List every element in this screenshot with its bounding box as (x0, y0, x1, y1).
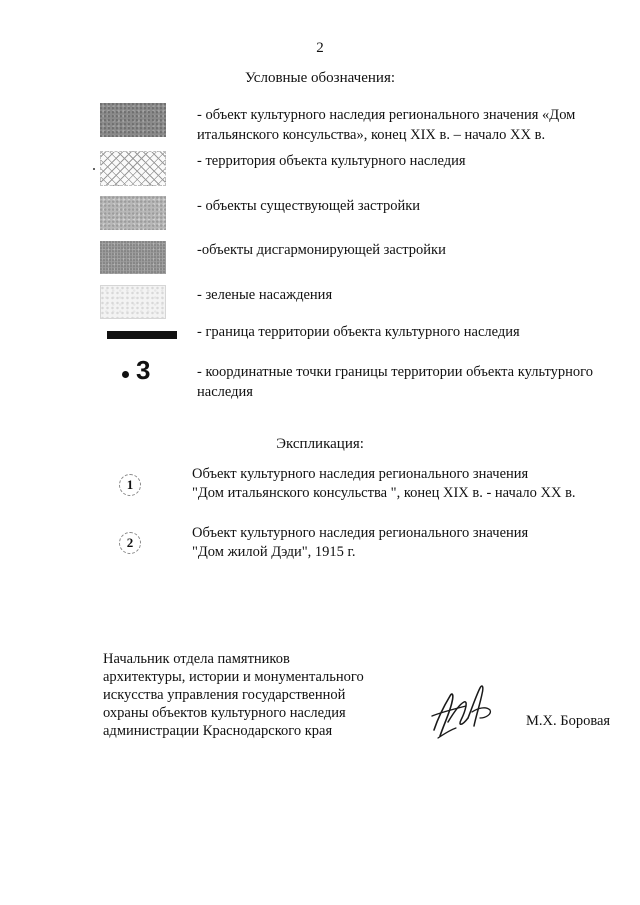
explication-line: Объект культурного наследия регионального значения (192, 466, 529, 482)
explication-marker: 1 (119, 474, 141, 496)
position-line: Начальник отдела памятников (103, 651, 290, 667)
coordinate-dot-icon (122, 371, 129, 378)
disharmonious-buildings-swatch (100, 241, 166, 274)
explication-item (192, 465, 612, 503)
legend-heading: Условные обозначения: (244, 70, 396, 86)
existing-buildings-swatch (100, 196, 166, 230)
explication-line: Объект культурного наследия регионального значения (192, 525, 529, 541)
handwritten-signature (428, 682, 498, 744)
explication-heading: Экспликация: (276, 436, 364, 452)
legend-label: - объекты существующей застройки (197, 198, 421, 214)
page-number: 2 (316, 40, 324, 56)
legend-label: -объекты дисгармонирующей застройки (197, 242, 446, 258)
signatory-position (103, 650, 403, 740)
regional-object-swatch (100, 103, 166, 137)
legend-label: - территория объекта культурного наследия (197, 153, 466, 169)
explication-line: "Дом итальянского консульства ", конец XIX в. - начало XX в. (192, 485, 576, 501)
legend-label: - зеленые насаждения (197, 287, 333, 303)
signatory-name: М.Х. Боровая (526, 713, 611, 729)
explication-item (192, 524, 612, 562)
position-line: архитектуры, истории и монументального (103, 669, 364, 685)
legend-label: - граница территории объекта культурного наследия (197, 324, 520, 340)
coordinate-point-number: 3 (136, 355, 151, 385)
heritage-territory-swatch (100, 151, 166, 186)
coordinate-point-symbol (122, 356, 166, 386)
stray-mark (93, 168, 95, 170)
position-line: администрации Краснодарского края (103, 723, 333, 739)
legend-label: - объект культурного наследия регионального значения «Дом итальянского консульства», конец XIX в. – начало XX в. (197, 107, 576, 143)
position-line: искусства управления государственной (103, 687, 346, 703)
explication-line: "Дом жилой Дэди", 1915 г. (192, 544, 356, 560)
position-line: охраны объектов культурного наследия (103, 705, 346, 721)
explication-marker: 2 (119, 532, 141, 554)
boundary-line-symbol (107, 331, 177, 339)
legend-label: - координатные точки границы территории объекта культурного наследия (197, 364, 593, 400)
green-spaces-swatch (100, 285, 166, 319)
